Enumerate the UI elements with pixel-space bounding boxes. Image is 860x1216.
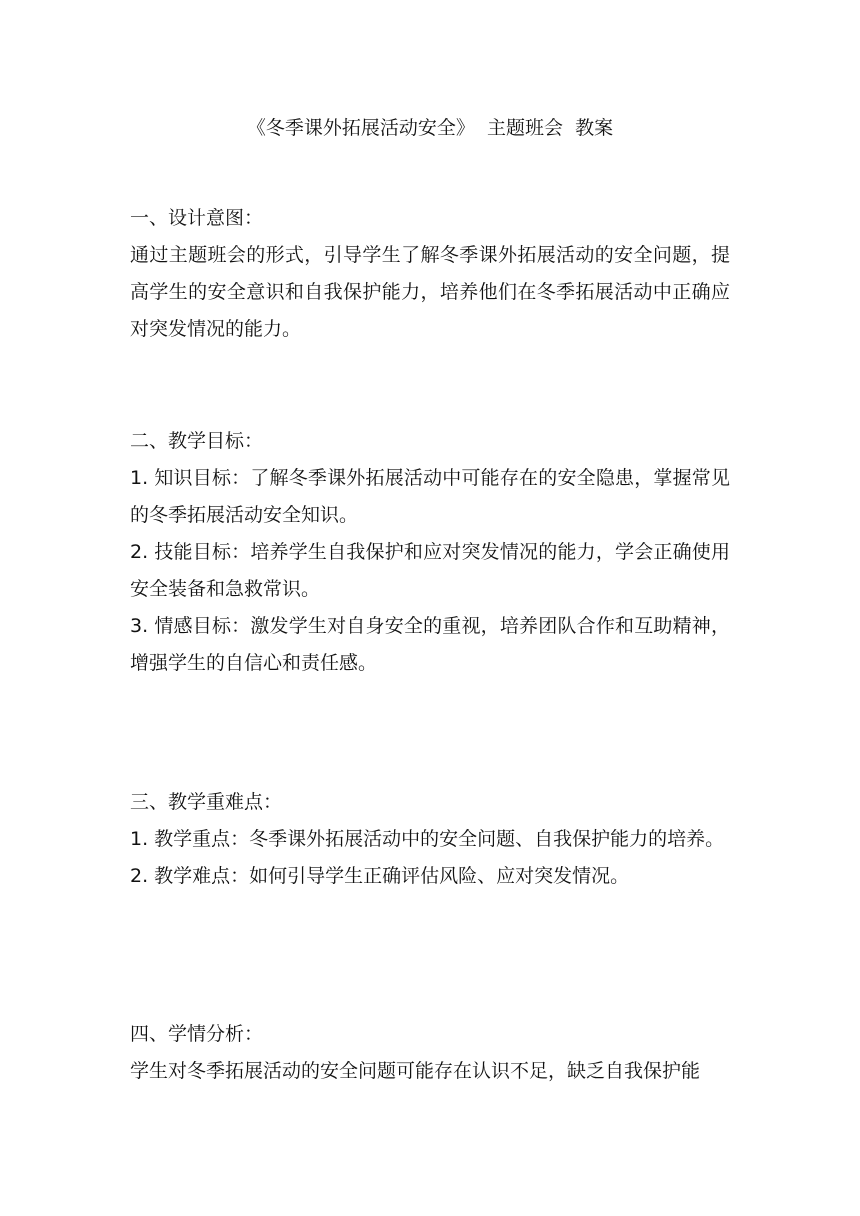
document-title: 《冬季课外拓展活动安全》 主题班会 教案 — [246, 117, 614, 139]
section-heading: 一、设计意图： — [130, 207, 264, 229]
section-key-difficulties — [130, 784, 730, 895]
section-learner-analysis — [130, 1016, 730, 1090]
list-item: 1. 知识目标：了解冬季课外拓展活动中可能存在的安全隐患，掌握常见的冬季拓展活动安全知识。 — [130, 467, 730, 526]
section-heading: 三、教学重难点： — [130, 791, 283, 813]
section-design-intent — [130, 200, 730, 348]
section-paragraph: 通过主题班会的形式，引导学生了解冬季课外拓展活动的安全问题，提高学生的安全意识和自我保护能力，培养他们在冬季拓展活动中正确应对突发情况的能力。 — [130, 244, 730, 340]
list-item: 2. 技能目标：培养学生自我保护和应对突发情况的能力，学会正确使用安全装备和急救常识。 — [130, 541, 730, 600]
section-heading: 二、教学目标： — [130, 430, 264, 452]
section-heading: 四、学情分析： — [130, 1023, 264, 1045]
list-item: 1. 教学重点：冬季课外拓展活动中的安全问题、自我保护能力的培养。 — [130, 828, 725, 850]
list-item: 3. 情感目标：激发学生对自身安全的重视，培养团队合作和互助精神，增强学生的自信心和责任感。 — [130, 615, 730, 674]
section-teaching-goals — [130, 423, 730, 682]
section-paragraph: 学生对冬季拓展活动的安全问题可能存在认识不足，缺乏自我保护能 — [130, 1060, 701, 1082]
list-item: 2. 教学难点：如何引导学生正确评估风险、应对突发情况。 — [130, 865, 630, 887]
